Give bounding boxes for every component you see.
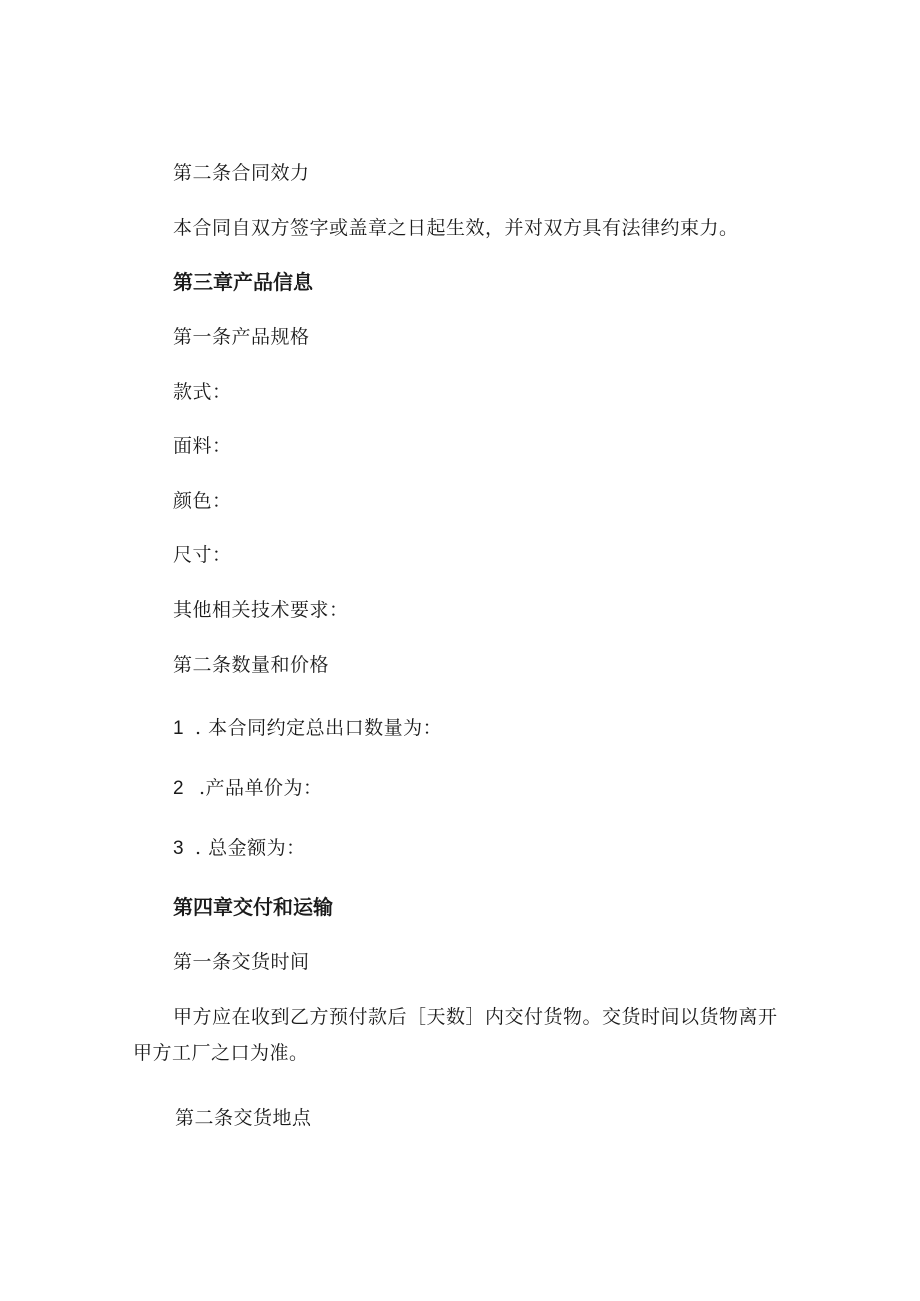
article-title-delivery-time: 第一条交货时间 xyxy=(173,951,310,973)
list-item-number: 3 xyxy=(173,838,185,859)
spec-color-label: 颜色： xyxy=(173,490,232,512)
list-item-total-quantity xyxy=(173,716,442,741)
article-title-quantity-price: 第二条数量和价格 xyxy=(173,654,330,676)
list-item-number: 2 xyxy=(173,778,185,799)
chapter-heading-delivery-transport: 第四章交付和运输 xyxy=(173,895,333,919)
delivery-time-text: 甲方应在收到乙方预付款后［天数］内交付货物。交货时间以货物离开甲方工厂之口为准。 xyxy=(133,1006,778,1064)
spec-style-label: 款式： xyxy=(173,381,232,403)
chapter-heading-product-info: 第三章产品信息 xyxy=(173,270,313,294)
list-item-text: .产品单价为： xyxy=(199,777,323,799)
contract-effect-text: 本合同自双方签字或盖章之日起生效，并对双方具有法律约束力。 xyxy=(173,217,739,239)
article-title-delivery-place: 第二条交货地点 xyxy=(175,1107,312,1129)
spec-fabric-label: 面料： xyxy=(173,435,232,457)
list-item-text: . 本合同约定总出口数量为： xyxy=(195,717,443,739)
spec-other-label: 其他相关技术要求： xyxy=(173,599,349,621)
list-item-total-amount xyxy=(173,836,306,861)
list-item-unit-price xyxy=(173,776,323,801)
article-title-product-spec: 第一条产品规格 xyxy=(173,326,310,348)
article-title-contract-effect: 第二条合同效力 xyxy=(173,162,310,184)
spec-size-label: 尺寸： xyxy=(173,544,232,566)
list-item-text: . 总金额为： xyxy=(195,837,306,859)
list-item-number: 1 xyxy=(173,718,185,739)
